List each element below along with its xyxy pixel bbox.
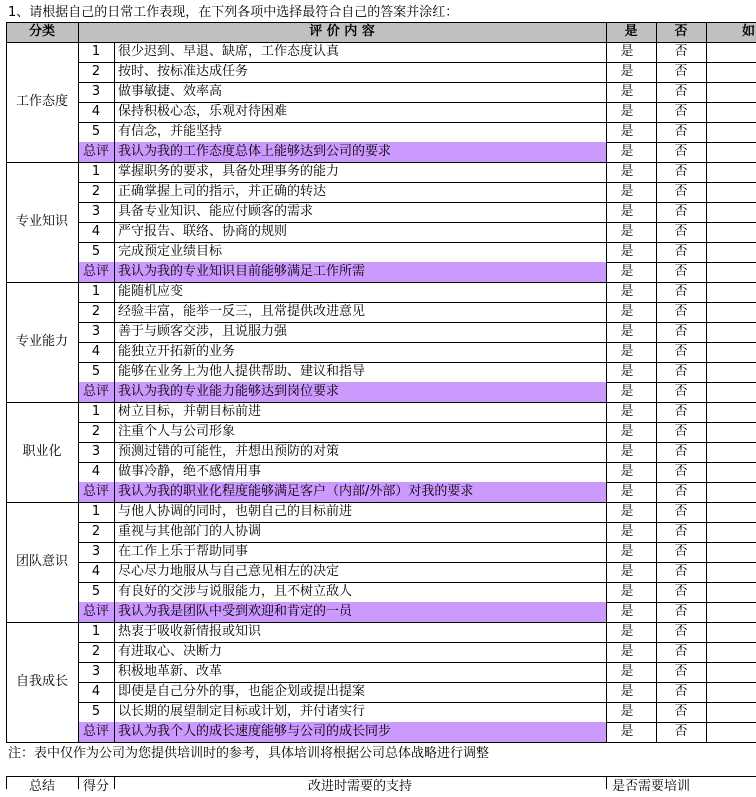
item-number: 2 [91,304,101,319]
yes-option[interactable]: 是 [620,284,634,299]
item-text: 能独立开拓新的业务 [118,344,236,359]
yes-option[interactable]: 是 [620,404,634,419]
summary-label: 总评 [82,604,109,619]
category-label: 工作态度 [15,94,68,109]
header-extra: 如 [706,22,756,42]
item-text: 重视与其他部门的人协调 [118,524,262,539]
item-number: 1 [91,504,101,519]
header-category: 分类 [6,22,78,42]
no-option[interactable]: 否 [674,364,688,379]
yes-option[interactable]: 是 [620,304,634,319]
item-text: 能随机应变 [118,284,184,299]
item-number: 4 [91,344,101,359]
item-number: 2 [91,64,101,79]
no-option[interactable]: 否 [674,344,688,359]
no-option[interactable]: 否 [674,424,688,439]
item-number: 5 [91,584,101,599]
summary-label: 总评 [82,724,109,739]
no-option[interactable]: 否 [674,144,688,159]
yes-option[interactable]: 是 [620,604,634,619]
no-option[interactable]: 否 [674,644,688,659]
grid-line [78,776,79,789]
no-option[interactable]: 否 [674,204,688,219]
header-bottom-line [6,42,756,43]
summary-text: 我认为我个人的成长速度能够与公司的成长同步 [118,724,392,739]
summary-label: 总评 [82,384,109,399]
yes-option[interactable]: 是 [620,564,634,579]
yes-option[interactable]: 是 [620,204,634,219]
summary-text: 我认为我的专业能力能够达到岗位要求 [118,384,340,399]
yes-option[interactable]: 是 [620,64,634,79]
item-number: 4 [91,684,101,699]
item-text: 按时、按标准达成任务 [118,64,249,79]
item-text: 热衷于吸收新情报或知识 [118,624,262,639]
yes-option[interactable]: 是 [620,324,634,339]
item-number: 3 [91,664,101,679]
yes-option[interactable]: 是 [620,184,634,199]
no-option[interactable]: 否 [674,44,688,59]
grid-line [6,22,7,742]
item-number: 1 [91,404,101,419]
no-option[interactable]: 否 [674,484,688,499]
footnote: 注：表中仅作为公司为您提供培训时的参考，具体培训将根据公司总体战略进行调整 [8,746,490,761]
yes-option[interactable]: 是 [620,424,634,439]
item-text: 有进取心、决断力 [118,644,223,659]
footer-score: 得分 [82,779,109,794]
item-number: 2 [91,184,101,199]
item-number: 2 [91,524,101,539]
section-divider [6,742,756,743]
item-text: 注重个人与公司形象 [118,424,236,439]
grid-line [706,22,707,742]
item-number: 3 [91,204,101,219]
grid-line [114,42,115,742]
item-number: 3 [91,544,101,559]
no-option[interactable]: 否 [674,264,688,279]
category-label: 专业知识 [15,214,68,229]
footer-summary: 总结 [28,779,55,794]
item-number: 1 [91,44,101,59]
header-yes: 是 [606,22,656,42]
no-option[interactable]: 否 [674,164,688,179]
item-text: 具备专业知识、能应付顾客的需求 [118,204,314,219]
no-option[interactable]: 否 [674,244,688,259]
no-option[interactable]: 否 [674,704,688,719]
no-option[interactable]: 否 [674,544,688,559]
item-text: 即使是自己分外的事，也能企划或提出提案 [118,684,366,699]
yes-option[interactable]: 是 [620,164,634,179]
item-text: 以长期的展望制定目标或计划，并付诸实行 [118,704,366,719]
item-text: 很少迟到、早退、缺席，工作态度认真 [118,44,340,59]
yes-option[interactable]: 是 [620,524,634,539]
item-text: 做事冷静，绝不感情用事 [118,464,262,479]
item-text: 完成预定业绩目标 [118,244,223,259]
no-option[interactable]: 否 [674,64,688,79]
grid-line [114,776,115,789]
grid-line [606,22,607,742]
summary-text: 我认为我的工作态度总体上能够达到公司的要求 [118,144,392,159]
yes-option[interactable]: 是 [620,504,634,519]
item-text: 有良好的交涉与说服能力，且不树立敌人 [118,584,353,599]
no-option[interactable]: 否 [674,724,688,739]
yes-option[interactable]: 是 [620,344,634,359]
item-text: 树立目标，并朝目标前进 [118,404,262,419]
yes-option[interactable]: 是 [620,624,634,639]
item-text: 与他人协调的同时，也朝自己的目标前进 [118,504,353,519]
item-text: 能够在业务上为他人提供帮助、建议和指导 [118,364,366,379]
yes-option[interactable]: 是 [620,224,634,239]
yes-option[interactable]: 是 [620,84,634,99]
item-number: 4 [91,104,101,119]
item-number: 1 [91,284,101,299]
yes-option[interactable]: 是 [620,364,634,379]
item-text: 正确掌握上司的指示，并正确的转达 [118,184,327,199]
yes-option[interactable]: 是 [620,584,634,599]
no-option[interactable]: 否 [674,304,688,319]
yes-option[interactable]: 是 [620,264,634,279]
yes-option[interactable]: 是 [620,104,634,119]
grid-line [6,776,7,789]
no-option[interactable]: 否 [674,664,688,679]
no-option[interactable]: 否 [674,624,688,639]
no-option[interactable]: 否 [674,684,688,699]
footer-support: 改进时需要的支持 [307,779,412,794]
category-label: 职业化 [22,444,62,459]
header-content: 评 价 内 容 [78,22,606,42]
yes-option[interactable]: 是 [620,684,634,699]
no-option[interactable]: 否 [674,584,688,599]
item-text: 保持积极心态，乐观对待困难 [118,104,288,119]
no-option[interactable]: 否 [674,444,688,459]
item-number: 5 [91,244,101,259]
yes-option[interactable]: 是 [620,484,634,499]
item-text: 做事敏捷、效率高 [118,84,223,99]
no-option[interactable]: 否 [674,104,688,119]
item-number: 5 [91,704,101,719]
no-option[interactable]: 否 [674,464,688,479]
yes-option[interactable]: 是 [620,724,634,739]
yes-option[interactable]: 是 [620,124,634,139]
no-option[interactable]: 否 [674,124,688,139]
grid-line [78,22,79,742]
category-label: 团队意识 [15,554,68,569]
item-text: 善于与顾客交涉，且说服力强 [118,324,288,339]
no-option[interactable]: 否 [674,284,688,299]
summary-text: 我认为我是团队中受到欢迎和肯定的一员 [118,604,353,619]
category-label: 专业能力 [15,334,68,349]
yes-option[interactable]: 是 [620,384,634,399]
item-number: 4 [91,564,101,579]
yes-option[interactable]: 是 [620,444,634,459]
summary-label: 总评 [82,484,109,499]
item-text: 有信念，并能坚持 [118,124,223,139]
footer-training: 是否需要培训 [612,779,691,794]
no-option[interactable]: 否 [674,504,688,519]
yes-option[interactable]: 是 [620,704,634,719]
header-no: 否 [656,22,706,42]
category-label: 自我成长 [15,674,68,689]
item-number: 4 [91,224,101,239]
yes-option[interactable]: 是 [620,144,634,159]
yes-option[interactable]: 是 [620,244,634,259]
item-text: 经验丰富，能举一反三，且常提供改进意见 [118,304,366,319]
summary-label: 总评 [82,144,109,159]
summary-text: 我认为我的专业知识目前能够满足工作所需 [118,264,366,279]
no-option[interactable]: 否 [674,224,688,239]
item-number: 2 [91,644,101,659]
no-option[interactable]: 否 [674,404,688,419]
grid-line [656,22,657,742]
no-option[interactable]: 否 [674,184,688,199]
yes-option[interactable]: 是 [620,464,634,479]
item-text: 积极地革新、改革 [118,664,223,679]
item-number: 2 [91,424,101,439]
item-text: 严守报告、联络、协商的规则 [118,224,288,239]
summary-label: 总评 [82,264,109,279]
item-number: 4 [91,464,101,479]
no-option[interactable]: 否 [674,324,688,339]
item-text: 掌握职务的要求，具备处理事务的能力 [118,164,340,179]
no-option[interactable]: 否 [674,604,688,619]
no-option[interactable]: 否 [674,384,688,399]
yes-option[interactable]: 是 [620,644,634,659]
item-number: 5 [91,364,101,379]
summary-text: 我认为我的职业化程度能够满足客户（内部/外部）对我的要求 [118,484,474,499]
item-number: 5 [91,124,101,139]
no-option[interactable]: 否 [674,524,688,539]
item-number: 3 [91,444,101,459]
no-option[interactable]: 否 [674,84,688,99]
item-number: 1 [91,624,101,639]
item-text: 尽心尽力地服从与自己意见相左的决定 [118,564,340,579]
item-number: 1 [91,164,101,179]
header-top-line [6,22,756,23]
yes-option[interactable]: 是 [620,664,634,679]
no-option[interactable]: 否 [674,564,688,579]
item-text: 预测过错的可能性，并想出预防的对策 [118,444,340,459]
grid-line [606,776,607,789]
yes-option[interactable]: 是 [620,544,634,559]
item-text: 在工作上乐于帮助同事 [118,544,249,559]
item-number: 3 [91,84,101,99]
item-number: 3 [91,324,101,339]
yes-option[interactable]: 是 [620,44,634,59]
sheet-title: 1、请根据自己的日常工作表现，在下列各项中选择最符合自己的答案并涂红： [8,5,459,20]
